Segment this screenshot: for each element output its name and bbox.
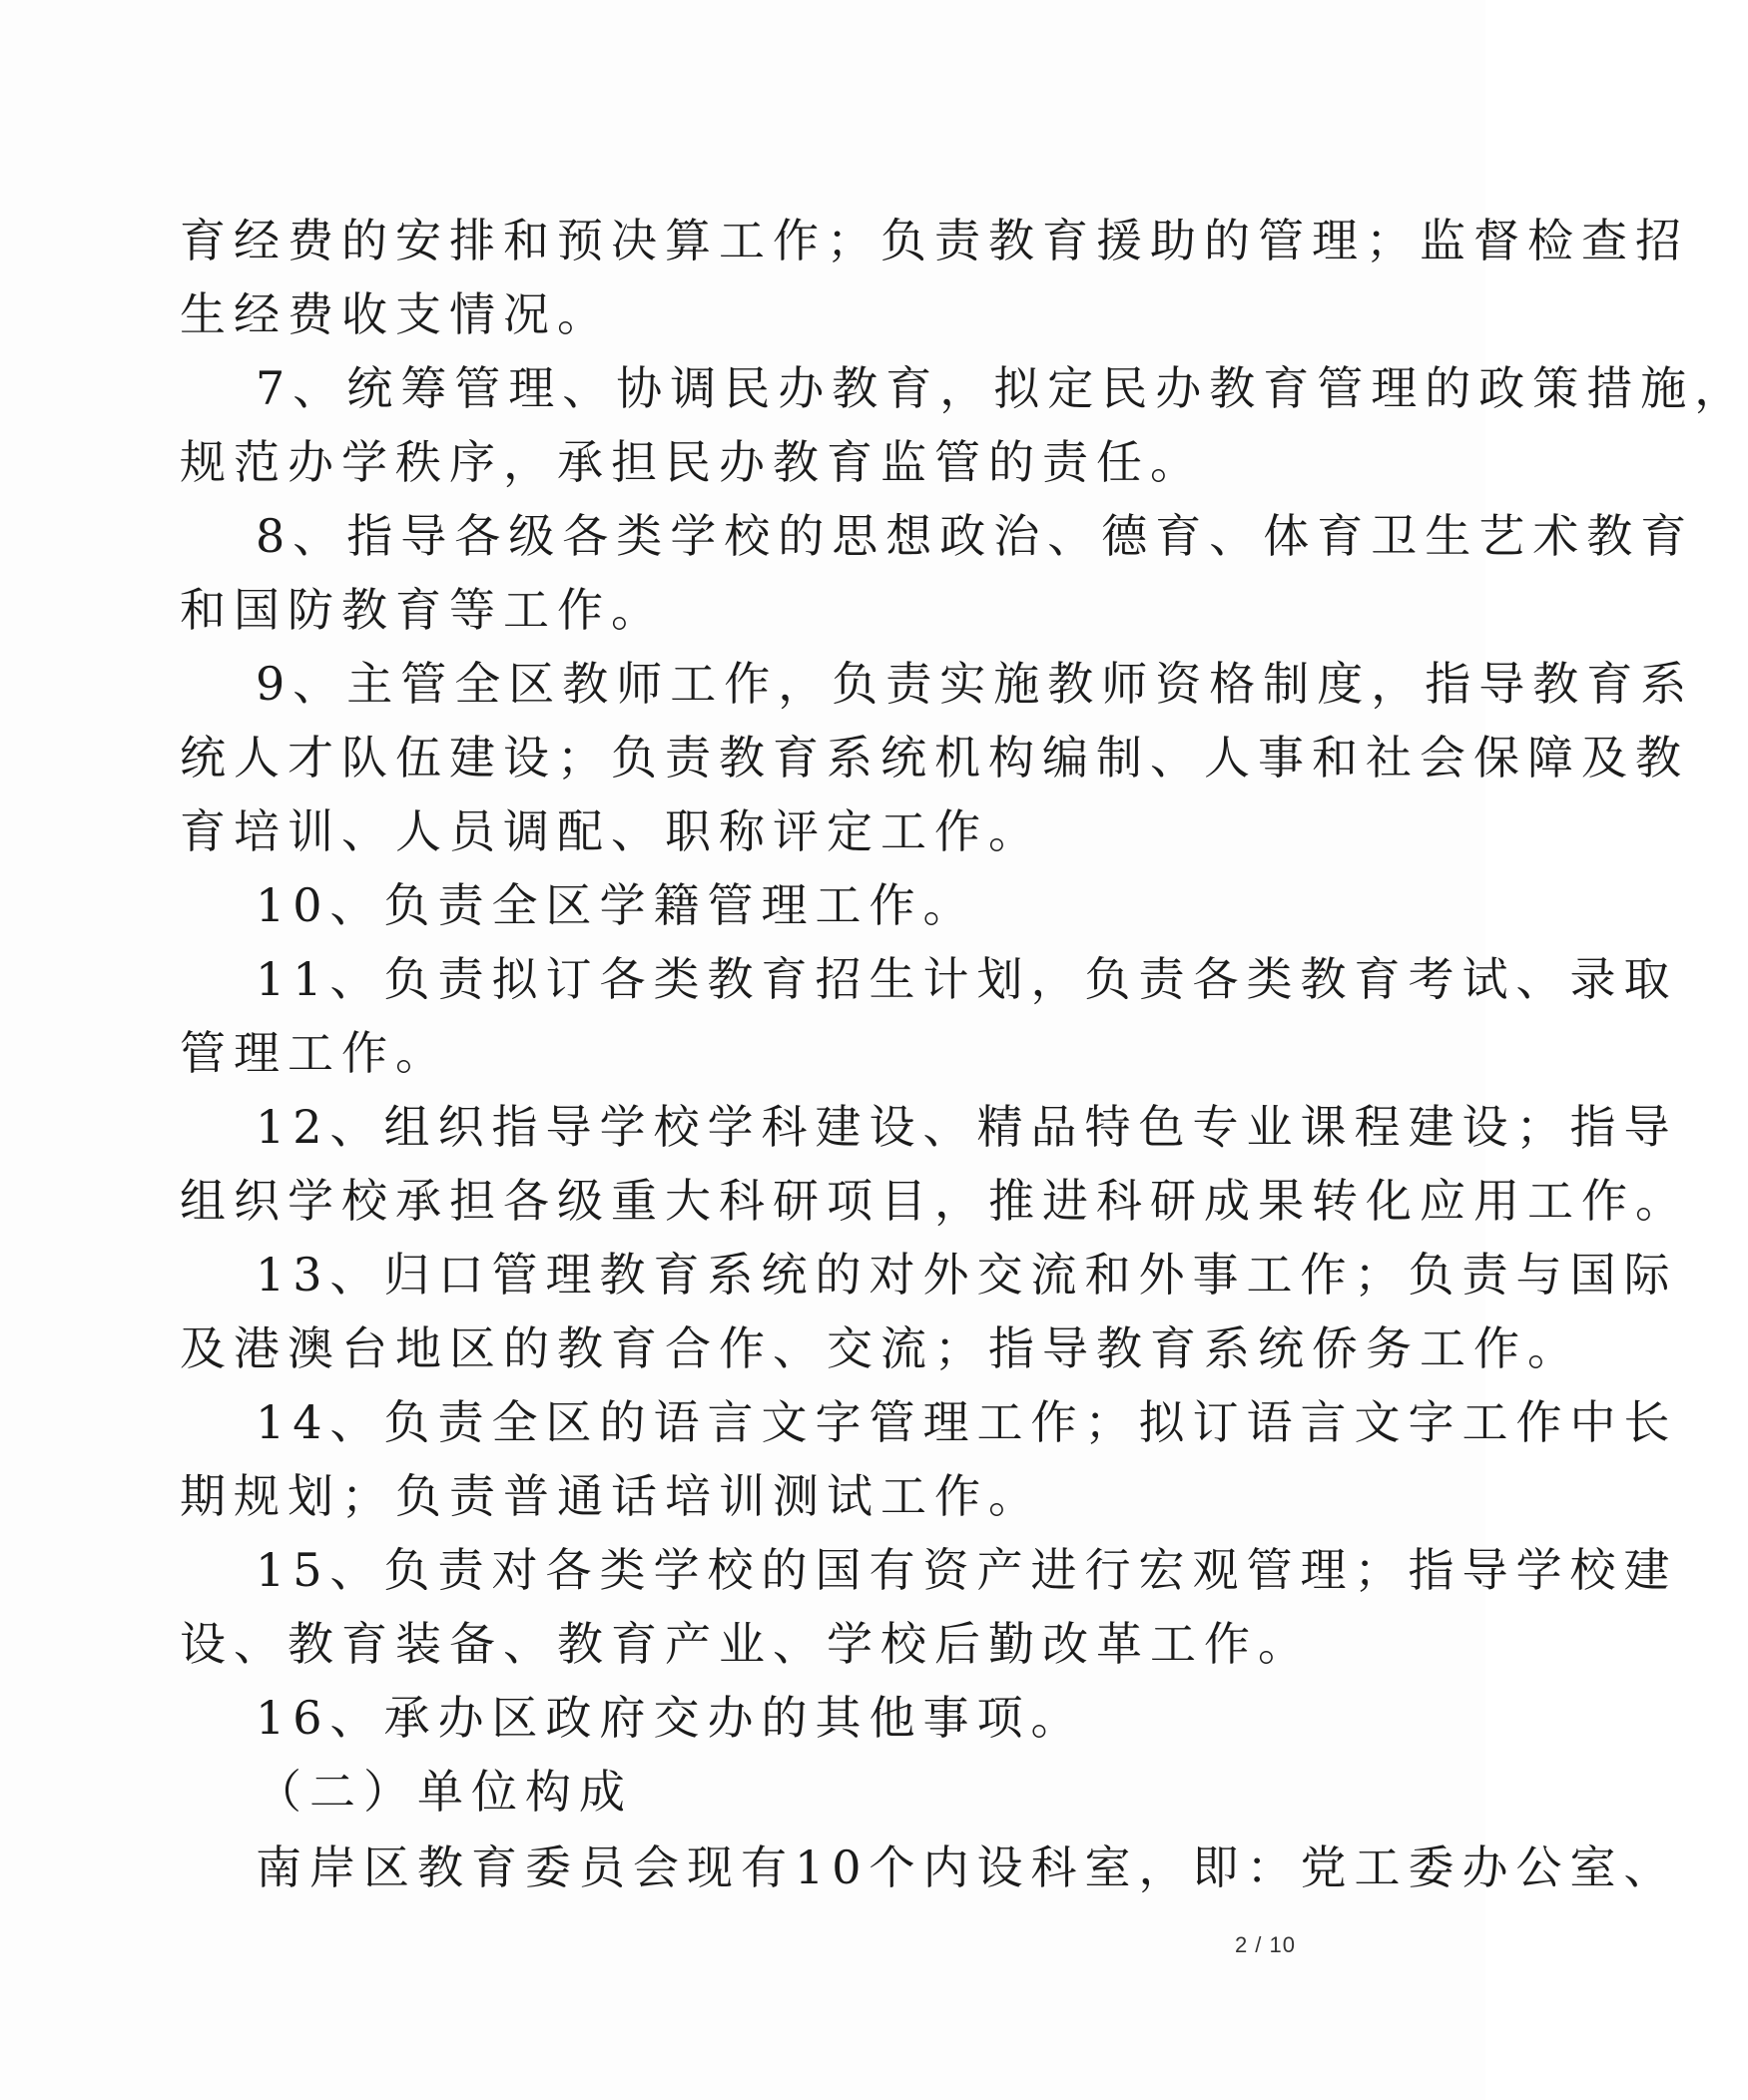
text-line: 组织学校承担各级重大科研项目，推进科研成果转化应用工作。 — [180, 1174, 1689, 1228]
text-line: 7、统筹管理、协调民办教育，拟定民办教育管理的政策措施， — [256, 361, 1748, 415]
text-line: 育经费的安排和预决算工作；负责教育援助的管理；监督检查招 — [180, 214, 1689, 267]
text-line: 规范办学秩序，承担民办教育监管的责任。 — [180, 435, 1204, 489]
text-line: 南岸区教育委员会现有10个内设科室，即：党工委办公室、 — [256, 1840, 1678, 1894]
text-line: 和国防教育等工作。 — [180, 583, 665, 637]
text-line: 设、教育装备、教育产业、学校后勤改革工作。 — [180, 1617, 1312, 1671]
text-line: 9、主管全区教师工作，负责实施教师资格制度，指导教育系 — [256, 657, 1695, 711]
text-line: 16、承办区政府交办的其他事项。 — [256, 1691, 1085, 1745]
text-line: 及港澳台地区的教育合作、交流；指导教育系统侨务工作。 — [180, 1321, 1581, 1375]
text-line: 12、组织指导学校学科建设、精品特色专业课程建设；指导 — [256, 1100, 1678, 1154]
text-line: 期规划；负责普通话培训测试工作。 — [180, 1469, 1042, 1523]
text-line: 统人才队伍建设；负责教育系统机构编制、人事和社会保障及教 — [180, 731, 1689, 785]
text-line: 14、负责全区的语言文字管理工作；拟订语言文字工作中长 — [256, 1395, 1678, 1449]
text-line: 10、负责全区学籍管理工作。 — [256, 878, 977, 932]
text-line: 13、归口管理教育系统的对外交流和外事工作；负责与国际 — [256, 1248, 1678, 1302]
text-line: 生经费收支情况。 — [180, 287, 611, 341]
page-number: 2 / 10 — [1234, 1932, 1296, 1957]
text-line: 8、指导各级各类学校的思想政治、德育、体育卫生艺术教育 — [256, 509, 1695, 563]
text-line: 15、负责对各类学校的国有资产进行宏观管理；指导学校建 — [256, 1543, 1678, 1597]
section-heading: （二）单位构成 — [256, 1765, 633, 1819]
text-line: 管理工作。 — [180, 1026, 449, 1080]
text-line: 育培训、人员调配、职称评定工作。 — [180, 804, 1042, 858]
text-line: 11、负责拟订各类教育招生计划，负责各类教育考试、录取 — [256, 952, 1678, 1006]
